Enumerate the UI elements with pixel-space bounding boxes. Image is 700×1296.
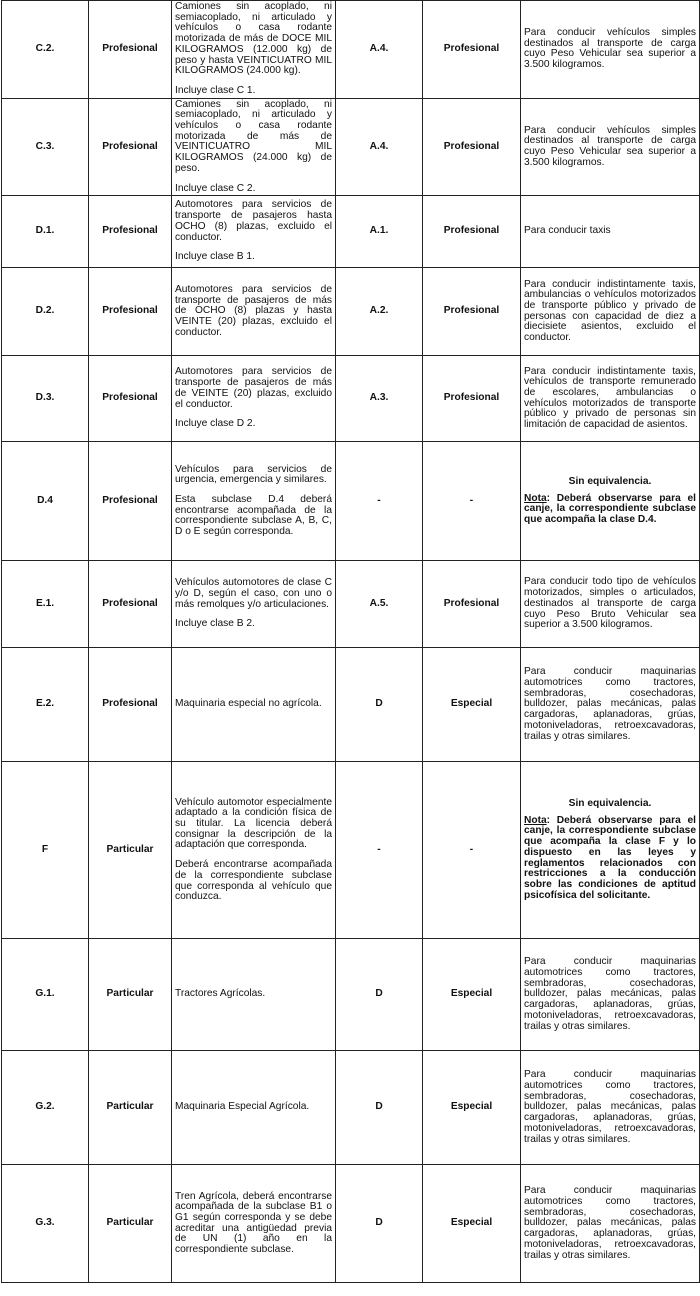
description-paragraph: Vehículo automotor especialmente adaptado a la condición física de su titular. La licencia deberá consignar la descripción de la adaptación que corresponda. [175,796,332,851]
equivalent-type-cell: Especial [423,939,521,1051]
license-type-cell: Profesional [89,1,172,99]
class-code-cell: C.3. [2,98,89,196]
description-paragraph: Incluye clase B 2. [175,618,255,630]
equivalence-description-cell: Para conducir vehículos simples destinados al transporte de carga cuyo Peso Vehicular sea superior a 3.500 kilogramos. [521,1,700,99]
equivalence-description-cell: Para conducir indistintamente taxis, ambulancias o vehículos motorizados de transporte público y privado de personas con capacidad de diez a diecisiete asientos, excluido el conductor. [521,268,700,356]
equivalence-note [524,494,696,526]
no-equivalence-label: Sin equivalencia. [568,475,652,487]
table-row [2,442,700,561]
equivalence-description-cell: Para conducir maquinarias automotrices como tractores, sembradoras, cosechadoras, bulldozer, palas mecánicas, palas cargadoras, aplanadoras, grúas, motoniveladoras, retroexcavadoras, trailas y otras similares. [521,939,700,1051]
equivalent-code-cell: D [336,648,423,762]
table-row [2,268,700,356]
note-text: : Deberá observarse para el canje, la correspondiente subclase que acompaña la clase D.4. [524,492,696,525]
class-description-cell [172,1,336,99]
license-type-cell: Profesional [89,442,172,561]
class-code-cell: D.2. [2,268,89,356]
description-paragraph: Incluye clase D 2. [175,418,256,430]
table-row [2,196,700,268]
equivalent-code-cell: A.5. [336,561,423,648]
equivalence-description-cell: Para conducir maquinarias automotrices como tractores, sembradoras, cosechadoras, bulldozer, palas mecánicas, palas cargadoras, aplanadoras, grúas, motoniveladoras, retroexcavadoras, trailas y otras similares. [521,648,700,762]
class-code-cell: D.4 [2,442,89,561]
table-row [2,939,700,1051]
equivalence-description-cell: Para conducir vehículos simples destinados al transporte de carga cuyo Peso Vehicular sea superior a 3.500 kilogramos. [521,98,700,196]
equivalent-code-cell: D [336,939,423,1051]
class-description-cell [172,268,336,356]
class-code-cell: E.1. [2,561,89,648]
description-paragraph: Camiones sin acoplado, ni semiacoplado, ni articulado y vehículos o casa rodante motorizada de más de VEINTICUATRO MIL KILOGRAMOS (24.000 kg) de peso. [175,98,332,174]
equivalence-description-cell [521,442,700,561]
description-paragraph: Tren Agrícola, deberá encontrarse acompañada de la subclase B1 o G1 según corresponda y se debe acreditar una antigüedad previa de UN (1) año en la correspondiente subclase. [175,1190,332,1256]
description-paragraph: Incluye clase C 2. [175,182,256,194]
class-code-cell: G.2. [2,1051,89,1165]
class-description-cell [172,1165,336,1283]
equivalent-code-cell: A.4. [336,1,423,99]
license-type-cell: Profesional [89,561,172,648]
equivalent-code-cell: A.2. [336,268,423,356]
equivalence-description-cell: Para conducir maquinarias automotrices como tractores, sembradoras, cosechadoras, bulldozer, palas mecánicas, palas cargadoras, aplanadoras, grúas, motoniveladoras, retroexcavadoras, trailas y otras similares. [521,1051,700,1165]
equivalent-code-cell: A.1. [336,196,423,268]
class-description-cell [172,98,336,196]
license-type-cell: Profesional [89,356,172,442]
equivalent-code-cell: A.3. [336,356,423,442]
description-paragraph: Automotores para servicios de transporte de pasajeros de más de OCHO (8) plazas y hasta VEINTE (20) plazas, excluido el conductor. [175,283,332,338]
description-paragraph: Esta subclase D.4 deberá encontrarse acompañada de la correspondiente subclase A, B, C, D o E según corresponda. [175,494,332,538]
note-text: : Deberá observarse para el canje, la correspondiente subclase que acompaña la clase F y lo dispuesto en las leyes y reglamentos relacionados con restricciones a la conducción sobre las condiciones de aptitud psicofísica del solicitante. [524,814,696,901]
license-type-cell: Profesional [89,648,172,762]
class-code-cell: G.1. [2,939,89,1051]
description-paragraph: Incluye clase C 1. [175,84,256,96]
table-row [2,1051,700,1165]
no-equivalence-label: Sin equivalencia. [568,798,652,810]
class-description-cell [172,762,336,939]
equivalence-description-cell: Para conducir taxis [521,196,700,268]
table-row [2,1,700,99]
table-row [2,1165,700,1283]
equivalence-description-cell: Para conducir maquinarias automotrices como tractores, sembradoras, cosechadoras, bulldozer, palas mecánicas, palas cargadoras, aplanadoras, grúas, motoniveladoras, retroexcavadoras, trailas y otras similares. [521,1165,700,1283]
equivalent-type-cell: - [423,762,521,939]
equivalent-type-cell: - [423,442,521,561]
equivalence-note [524,816,696,902]
description-paragraph: Deberá encontrarse acompañada de la correspondiente subclase que corresponda al vehículo que conduzca. [175,859,332,903]
equivalent-code-cell: D [336,1051,423,1165]
class-code-cell: E.2. [2,648,89,762]
license-type-cell: Particular [89,939,172,1051]
table-row [2,356,700,442]
equivalent-type-cell: Profesional [423,196,521,268]
class-code-cell: G.3. [2,1165,89,1283]
equivalent-type-cell: Profesional [423,561,521,648]
equivalent-code-cell: - [336,762,423,939]
table-row [2,561,700,648]
equivalent-type-cell: Especial [423,1051,521,1165]
description-paragraph: Tractores Agrícolas. [175,988,266,1000]
equivalence-description-cell: Para conducir indistintamente taxis, vehículos de transporte remunerado de escolares, ambulancias o vehículos motorizados de transporte público y privado de personas sin limitación de capacidad de asientos. [521,356,700,442]
description-paragraph: Vehículos para servicios de urgencia, emergencia y similares. [175,463,332,486]
equivalence-description-cell: Para conducir todo tipo de vehículos motorizados, simples o articulados, destinados al transporte de carga cuyo Peso Bruto Vehicular sea superior a 3.500 kilogramos. [521,561,700,648]
equivalent-code-cell: D [336,1165,423,1283]
license-type-cell: Particular [89,1165,172,1283]
equivalent-code-cell: A.4. [336,98,423,196]
equivalent-type-cell: Profesional [423,268,521,356]
class-code-cell: C.2. [2,1,89,99]
equivalent-type-cell: Profesional [423,356,521,442]
class-description-cell [172,442,336,561]
description-paragraph: Maquinaria especial no agrícola. [175,698,322,710]
description-paragraph: Incluye clase B 1. [175,251,255,263]
description-paragraph: Maquinaria Especial Agrícola. [175,1101,310,1113]
license-type-cell: Particular [89,762,172,939]
equivalent-type-cell: Especial [423,648,521,762]
equivalent-code-cell: - [336,442,423,561]
equivalent-type-cell: Especial [423,1165,521,1283]
equivalence-description-cell [521,762,700,939]
class-code-cell: D.3. [2,356,89,442]
table-body [2,1,700,1283]
class-description-cell [172,648,336,762]
class-description-cell [172,939,336,1051]
class-description-cell [172,356,336,442]
class-description-cell [172,196,336,268]
table-row [2,762,700,939]
class-code-cell: D.1. [2,196,89,268]
equivalent-type-cell: Profesional [423,98,521,196]
class-description-cell [172,1051,336,1165]
class-description-cell [172,561,336,648]
license-type-cell: Particular [89,1051,172,1165]
description-paragraph: Automotores para servicios de transporte de pasajeros hasta OCHO (8) plazas, excluido el conductor. [175,199,332,243]
license-type-cell: Profesional [89,268,172,356]
license-type-cell: Profesional [89,196,172,268]
table-row [2,98,700,196]
license-equivalence-table [1,0,700,1283]
table-row [2,648,700,762]
description-paragraph: Camiones sin acoplado, ni semiacoplado, ni articulado y vehículos o casa rodante motorizada de más de DOCE MIL KILOGRAMOS (12.000 kg) de peso y hasta VEINTICUATRO MIL KILOGRAMOS (24.000 kg). [175,1,332,77]
note-label: Nota [524,492,547,504]
description-paragraph: Automotores para servicios de transporte de pasajeros de más de VEINTE (20) plazas, excluido el conductor. [175,366,332,410]
description-paragraph: Vehículos automotores de clase C y/o D, según el caso, con uno o más remolques y/o articulaciones. [175,577,332,610]
note-label: Nota [524,814,547,826]
equivalent-type-cell: Profesional [423,1,521,99]
license-type-cell: Profesional [89,98,172,196]
class-code-cell: F [2,762,89,939]
